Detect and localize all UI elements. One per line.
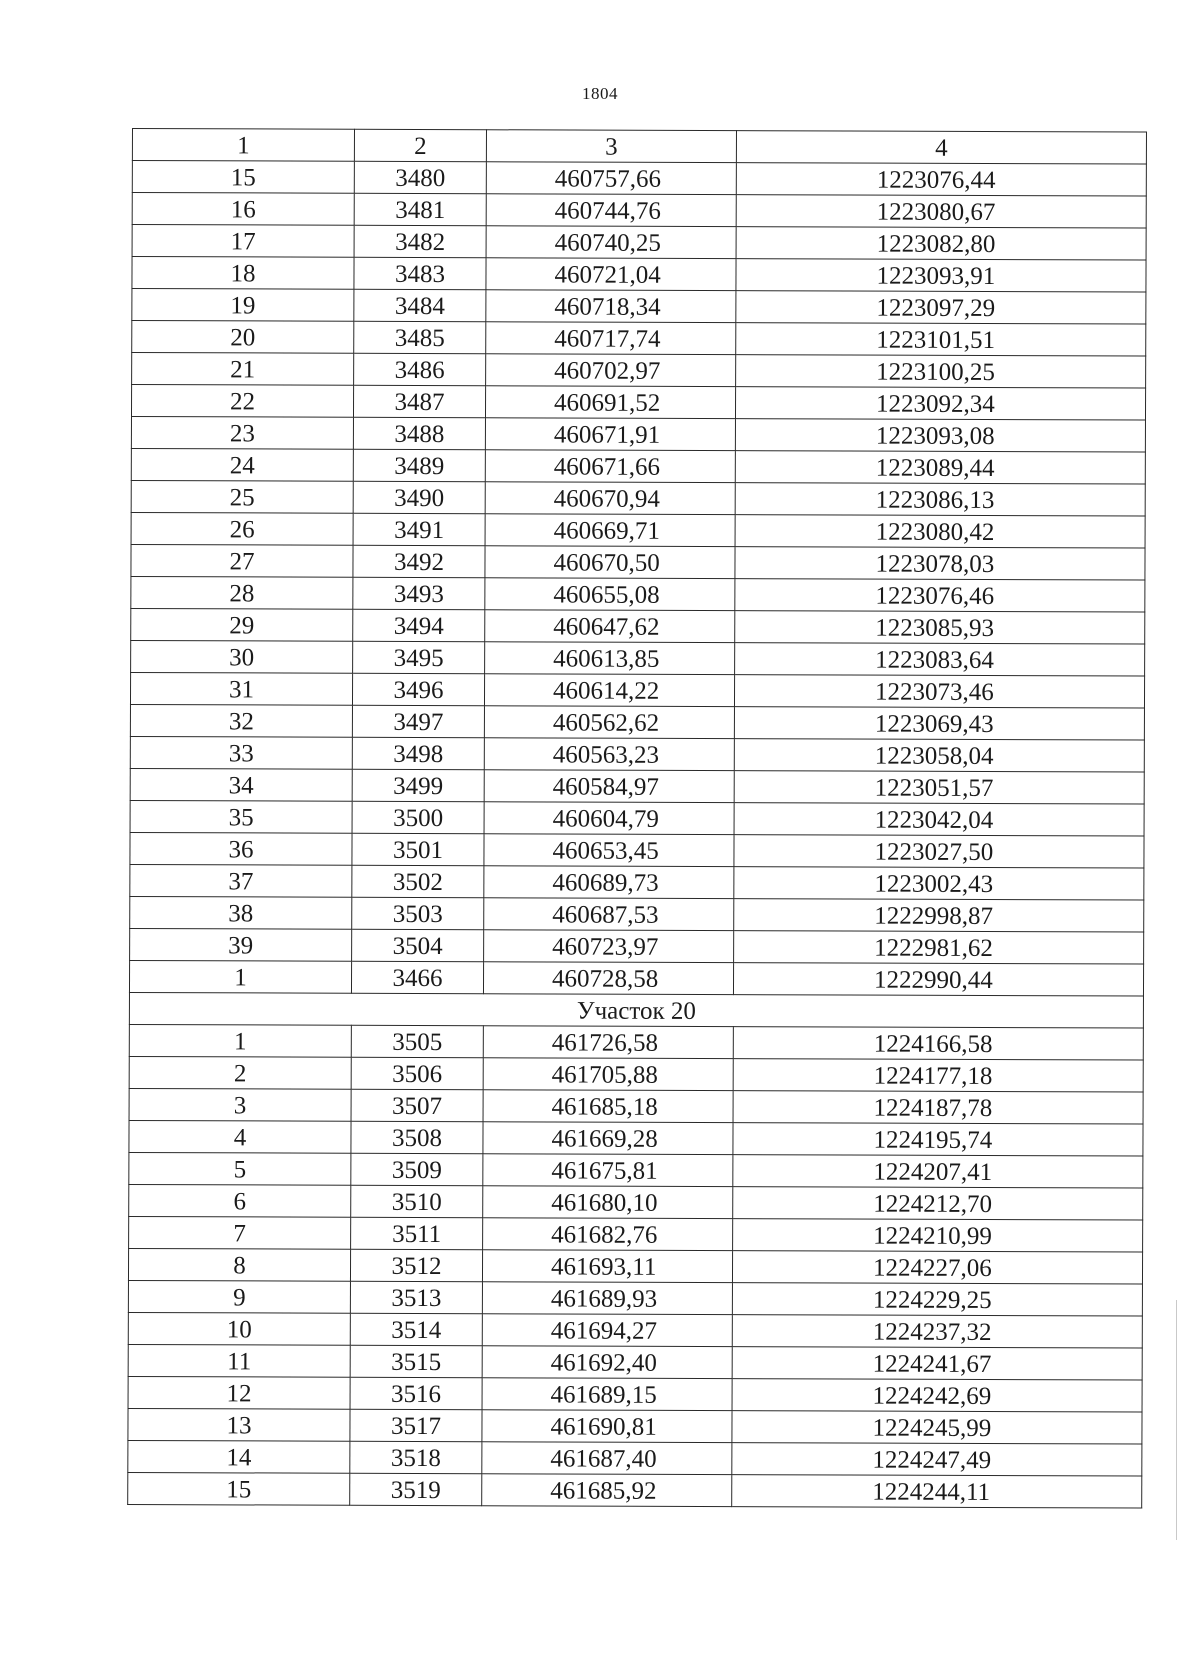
table-row [128,1440,1142,1476]
cell-coord-y: 1224229,25 [732,1283,1142,1316]
cell-coord-x: 460614,22 [484,674,734,707]
cell-coord-y: 1222981,62 [734,931,1144,964]
table-row [130,704,1144,740]
page-number: 1804 [582,84,618,103]
cell-point-id: 3505 [351,1025,483,1057]
cell-point-number: 23 [131,417,353,450]
cell-coord-y: 1223051,57 [734,771,1144,804]
cell-coord-y: 1224237,32 [732,1315,1142,1348]
table-row [130,864,1144,900]
cell-coord-y: 1224207,41 [733,1155,1143,1188]
cell-point-id: 3507 [351,1089,483,1121]
cell-coord-x: 460723,97 [484,930,734,963]
cell-point-number: 20 [132,321,354,354]
cell-coord-y: 1224166,58 [733,1027,1143,1060]
table-row [131,544,1145,580]
header-row [132,129,1146,165]
cell-point-id: 3508 [351,1121,483,1153]
cell-point-number: 15 [132,161,354,194]
cell-coord-x: 460670,94 [485,482,735,515]
cell-point-number: 6 [129,1184,351,1217]
cell-coord-x: 461685,18 [483,1090,733,1123]
cell-coord-x: 460562,62 [484,706,734,739]
cell-point-id: 3486 [354,353,486,385]
cell-coord-x: 460717,74 [486,322,736,355]
cell-point-id: 3489 [353,449,485,481]
cell-coord-y: 1223082,80 [736,227,1146,260]
cell-coord-x: 461689,15 [482,1378,732,1411]
cell-point-number: 3 [129,1088,351,1121]
cell-point-id: 3512 [350,1249,482,1281]
cell-point-id: 3487 [353,385,485,417]
cell-point-number: 10 [128,1312,350,1345]
table-row [130,896,1144,932]
table-row [131,576,1145,612]
table-row [128,1376,1142,1412]
table-row [129,1120,1143,1156]
header-col-1: 1 [132,129,354,162]
cell-coord-y: 1224187,78 [733,1091,1143,1124]
table-row [128,1472,1142,1508]
cell-coord-y: 1223092,34 [735,387,1145,420]
table-row [130,928,1144,964]
cell-coord-y: 1224242,69 [732,1379,1142,1412]
cell-coord-x: 460687,53 [484,898,734,931]
table-row [129,1152,1143,1188]
cell-point-id: 3519 [350,1473,482,1505]
cell-point-number: 25 [131,480,353,513]
cell-point-number: 8 [128,1248,350,1281]
cell-coord-x: 460718,34 [486,290,736,323]
cell-point-id: 3514 [350,1313,482,1345]
cell-coord-x: 461705,88 [483,1058,733,1091]
table-row [131,608,1145,644]
cell-coord-y: 1223089,44 [735,451,1145,484]
table-row [132,193,1146,229]
cell-point-number: 28 [131,576,353,609]
cell-coord-y: 1223078,03 [735,547,1145,580]
cell-coord-x: 460647,62 [485,610,735,643]
cell-point-number: 21 [132,353,354,386]
cell-coord-y: 1224212,70 [733,1187,1143,1220]
cell-point-number: 32 [130,704,352,737]
table-header [132,129,1146,165]
cell-coord-y: 1224195,74 [733,1123,1143,1156]
cell-coord-x: 460671,66 [485,450,735,483]
cell-coord-y: 1223080,42 [735,515,1145,548]
cell-coord-x: 461690,81 [482,1410,732,1443]
cell-coord-x: 460691,52 [485,386,735,419]
table-row [130,800,1144,836]
cell-point-id: 3506 [351,1057,483,1089]
cell-point-id: 3513 [350,1281,482,1313]
cell-point-number: 30 [131,640,353,673]
cell-coord-y: 1222990,44 [733,963,1143,996]
table-body [128,161,1147,1509]
cell-coord-x: 460689,73 [484,866,734,899]
cell-coord-y: 1224241,67 [732,1347,1142,1380]
cell-coord-y: 1224244,11 [732,1475,1142,1508]
cell-point-number: 11 [128,1344,350,1377]
cell-coord-y: 1223101,51 [736,323,1146,356]
table-row [132,225,1146,261]
cell-coord-x: 461693,11 [482,1250,732,1283]
table-row [130,768,1144,804]
cell-point-number: 34 [130,768,352,801]
cell-coord-x: 461694,27 [482,1314,732,1347]
cell-coord-x: 461669,28 [483,1122,733,1155]
cell-coord-y: 1223097,29 [736,291,1146,324]
cell-coord-y: 1223069,43 [734,707,1144,740]
table-row [131,448,1145,484]
cell-point-number: 19 [132,289,354,322]
cell-coord-x: 461680,10 [483,1186,733,1219]
cell-point-id: 3515 [350,1345,482,1377]
cell-coord-x: 460584,97 [484,770,734,803]
cell-coord-y: 1223058,04 [734,739,1144,772]
cell-point-number: 16 [132,193,354,226]
table-row [128,1344,1142,1380]
cell-point-id: 3497 [352,705,484,737]
cell-point-number: 24 [131,448,353,481]
cell-coord-x: 461726,58 [483,1026,733,1059]
cell-point-number: 26 [131,512,353,545]
cell-coord-y: 1223073,46 [734,675,1144,708]
cell-point-id: 3509 [351,1153,483,1185]
table-row [128,1312,1142,1348]
cell-point-id: 3498 [352,737,484,769]
cell-coord-y: 1224210,99 [733,1219,1143,1252]
cell-coord-y: 1223027,50 [734,835,1144,868]
table-row [129,1216,1143,1252]
cell-point-id: 3484 [354,289,486,321]
cell-point-id: 3494 [353,609,485,641]
cell-coord-x: 460670,50 [485,546,735,579]
table-row [131,512,1145,548]
cell-point-id: 3516 [350,1377,482,1409]
cell-coord-x: 460669,71 [485,514,735,547]
table-row [129,1024,1143,1060]
cell-point-number: 36 [130,832,352,865]
cell-point-id: 3482 [354,225,486,257]
table-row [128,1280,1142,1316]
cell-coord-y: 1224227,06 [732,1251,1142,1284]
cell-coord-x: 460563,23 [484,738,734,771]
coordinates-table [127,128,1147,1509]
cell-coord-y: 1222998,87 [734,899,1144,932]
header-col-3: 3 [486,130,736,163]
cell-point-id: 3480 [354,161,486,193]
table-row [130,672,1144,708]
cell-coord-y: 1223093,08 [735,419,1145,452]
cell-coord-x: 460702,97 [486,354,736,387]
cell-coord-y: 1224245,99 [732,1411,1142,1444]
cell-coord-y: 1223080,67 [736,195,1146,228]
cell-point-number: 31 [130,672,352,705]
cell-point-id: 3493 [353,577,485,609]
cell-coord-x: 461687,40 [482,1442,732,1475]
cell-coord-y: 1223076,44 [736,163,1146,196]
cell-coord-x: 460604,79 [484,802,734,835]
cell-coord-x: 460757,66 [486,162,736,195]
table-row [132,321,1146,357]
table-row [131,417,1145,453]
cell-coord-x: 460744,76 [486,194,736,227]
table-row [132,289,1146,325]
cell-coord-x: 461675,81 [483,1154,733,1187]
cell-point-id: 3511 [351,1217,483,1249]
table-row [128,1248,1142,1284]
cell-point-number: 18 [132,257,354,290]
cell-point-id: 3503 [352,897,484,929]
scan-edge-mark [1176,1300,1177,1540]
cell-point-id: 3510 [351,1185,483,1217]
cell-point-id: 3481 [354,193,486,225]
cell-point-number: 27 [131,544,353,577]
table-row [132,353,1146,389]
cell-point-id: 3496 [352,673,484,705]
table-row [129,960,1143,996]
cell-coord-x: 460655,08 [485,578,735,611]
cell-coord-y: 1223086,13 [735,483,1145,516]
cell-point-number: 33 [130,736,352,769]
cell-point-number: 15 [128,1472,350,1505]
table-row [130,832,1144,868]
cell-point-number: 13 [128,1408,350,1441]
cell-coord-y: 1223100,25 [736,355,1146,388]
table-row [132,257,1146,293]
cell-point-id: 3500 [352,801,484,833]
table-row [130,736,1144,772]
cell-point-id: 3502 [352,865,484,897]
cell-coord-y: 1223002,43 [734,867,1144,900]
cell-point-id: 3517 [350,1409,482,1441]
cell-point-number: 2 [129,1056,351,1089]
header-col-4: 4 [736,131,1146,164]
cell-coord-y: 1224177,18 [733,1059,1143,1092]
table-row [129,1056,1143,1092]
table-row [132,161,1146,197]
cell-point-number: 1 [129,960,351,993]
cell-point-id: 3485 [354,321,486,353]
cell-coord-x: 460671,91 [485,418,735,451]
table-row [131,385,1145,421]
cell-coord-y: 1223085,93 [735,611,1145,644]
cell-point-id: 3518 [350,1441,482,1473]
cell-point-number: 9 [128,1280,350,1313]
cell-point-number: 35 [130,800,352,833]
header-col-2: 2 [354,129,486,161]
cell-coord-x: 460740,25 [486,226,736,259]
cell-coord-x: 461692,40 [482,1346,732,1379]
cell-point-number: 5 [129,1152,351,1185]
cell-point-id: 3499 [352,769,484,801]
cell-point-number: 14 [128,1440,350,1473]
cell-coord-x: 460721,04 [486,258,736,291]
cell-point-id: 3483 [354,257,486,289]
cell-coord-x: 460728,58 [483,962,733,995]
cell-point-id: 3495 [353,641,485,673]
cell-point-number: 29 [131,608,353,641]
cell-point-number: 38 [130,896,352,929]
cell-point-number: 22 [131,385,353,418]
cell-coord-y: 1224247,49 [732,1443,1142,1476]
cell-coord-x: 461689,93 [482,1282,732,1315]
cell-point-number: 1 [129,1024,351,1057]
cell-point-number: 7 [129,1216,351,1249]
cell-coord-x: 461682,76 [483,1218,733,1251]
cell-coord-y: 1223076,46 [735,579,1145,612]
cell-point-number: 37 [130,864,352,897]
cell-point-id: 3491 [353,513,485,545]
cell-coord-x: 461685,92 [482,1474,732,1507]
section-row [129,992,1143,1028]
cell-coord-x: 460653,45 [484,834,734,867]
cell-point-number: 39 [130,928,352,961]
table-row [131,480,1145,516]
cell-point-number: 4 [129,1120,351,1153]
section-label: Участок 20 [129,992,1143,1028]
cell-point-number: 12 [128,1376,350,1409]
table-row [129,1088,1143,1124]
table-row [128,1408,1142,1444]
cell-point-id: 3466 [351,961,483,993]
cell-coord-x: 460613,85 [485,642,735,675]
table-row [129,1184,1143,1220]
cell-coord-y: 1223093,91 [736,259,1146,292]
cell-point-id: 3504 [352,929,484,961]
cell-point-id: 3490 [353,481,485,513]
cell-point-id: 3501 [352,833,484,865]
cell-point-number: 17 [132,225,354,258]
cell-point-id: 3492 [353,545,485,577]
cell-coord-y: 1223083,64 [735,643,1145,676]
table-row [131,640,1145,676]
cell-coord-y: 1223042,04 [734,803,1144,836]
cell-point-id: 3488 [353,417,485,449]
